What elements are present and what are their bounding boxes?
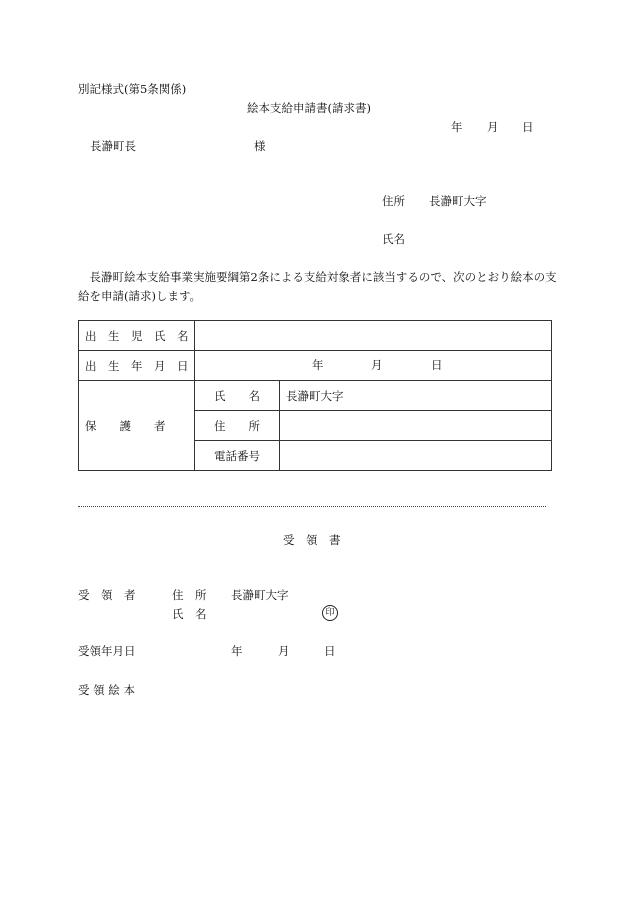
table-row [79, 381, 552, 411]
birthdate-label: 出 生 年 月 日 [79, 351, 195, 381]
receipt-date-month: 月 [278, 644, 290, 658]
guardian-address-field[interactable] [280, 411, 552, 441]
seal-mark-icon: 印 [322, 605, 338, 621]
receipt-title: 受 領 書 [283, 533, 341, 547]
receipt-date-label: 受領年月日 [78, 644, 136, 658]
cut-line-divider [78, 506, 546, 507]
guardian-label: 保 護 者 [79, 381, 195, 471]
birthdate-field[interactable] [195, 351, 552, 381]
recipient-label: 受 領 者 [78, 588, 136, 602]
applicant-name-label: 氏名 [382, 232, 405, 246]
date-month-label: 月 [487, 120, 499, 134]
date-day-label: 日 [522, 120, 534, 134]
application-statement: 長瀞町絵本支給事業実施要綱第2条による支給対象者に該当するので、次のとおり絵本の支給を申請(請求)します。 [78, 270, 557, 303]
receipt-address-value: 長瀞町大字 [231, 588, 289, 602]
child-name-field[interactable] [195, 321, 552, 351]
table-row [79, 321, 552, 351]
form-reference: 別記様式(第5条関係) [78, 82, 187, 96]
receipt-date-year: 年 [231, 644, 243, 658]
application-table [78, 320, 552, 471]
form-title: 絵本支給申請書(請求書) [247, 101, 371, 115]
applicant-address-value: 長瀞町大字 [429, 194, 487, 208]
guardian-phone-label: 電話番号 [195, 441, 280, 471]
honorific: 様 [254, 139, 266, 153]
guardian-name-field[interactable]: 長瀞町大字 [280, 381, 552, 411]
receipt-date-day: 日 [324, 644, 336, 658]
guardian-phone-field[interactable] [280, 441, 552, 471]
receipt-address-label: 住 所 [172, 588, 207, 602]
birth-year-label: 年 [312, 358, 324, 372]
birth-day-label: 日 [431, 358, 443, 372]
guardian-name-label: 氏 名 [195, 381, 280, 411]
child-name-label: 出 生 児 氏 名 [79, 321, 195, 351]
birth-month-label: 月 [371, 358, 383, 372]
received-book-label: 受 領 絵 本 [78, 683, 135, 697]
receipt-name-label: 氏 名 [172, 607, 207, 621]
date-year-label: 年 [451, 120, 463, 134]
addressee: 長瀞町長 [90, 139, 136, 153]
guardian-address-label: 住 所 [195, 411, 280, 441]
table-row [79, 351, 552, 381]
applicant-address-label: 住所 [382, 194, 405, 208]
